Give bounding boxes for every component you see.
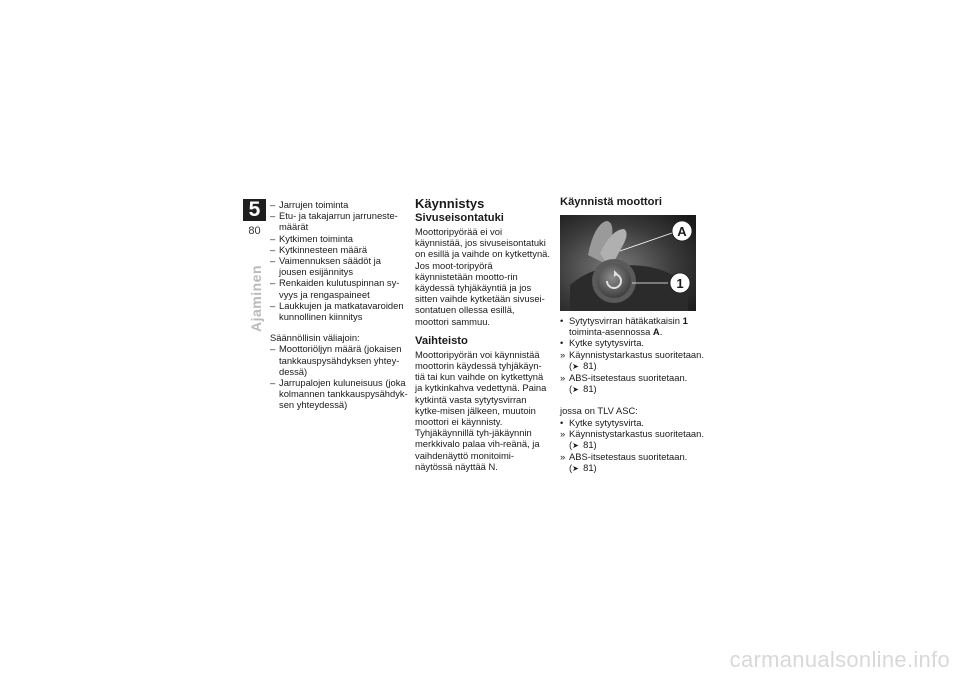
photo-callout-a: A (677, 224, 687, 239)
start-results (560, 349, 705, 396)
page-reference[interactable] (569, 462, 597, 473)
list-item: – Renkaiden kulutuspinnan sy-vyys ja rengaspaineet (270, 277, 410, 299)
list-item: • Kytke sytytysvirta. (560, 337, 705, 348)
ref-bracket: ( (569, 383, 573, 395)
arrow-right-icon: ➤ (572, 361, 579, 371)
list-item: – Jarrupalojen kuluneisuus (joka kolmannen tankkauspysähdyk-sen yhteydessä) (270, 377, 410, 411)
ref-bracket: ( (569, 359, 573, 371)
column-starting (415, 196, 550, 472)
list-item (560, 428, 705, 451)
tlv-intro: jossa on TLV ASC: (560, 405, 638, 417)
subsection-heading-gearbox: Vaihteisto (415, 334, 468, 347)
subsection-heading-start-engine: Käynnistä moottori (560, 196, 662, 208)
photo-callout-1: 1 (676, 276, 684, 291)
periodic-intro: Säännöllisin väliajoin: (270, 332, 360, 344)
result-text: ABS-itsetestaus suoritetaan. (569, 372, 688, 384)
list-item: • Kytke sytytysvirta. (560, 417, 705, 428)
tlv-steps (560, 417, 705, 428)
column-checklist (270, 199, 410, 411)
ref-page: 81) (583, 439, 597, 451)
list-item: – Moottoriöljyn määrä (jokaisen tankkauspysähdyksen yhtey-dessä) (270, 343, 410, 377)
list-item: – Jarrujen toiminta (270, 199, 410, 210)
arrow-right-icon: ➤ (572, 441, 579, 451)
page-reference[interactable] (569, 360, 597, 371)
gearbox-text: Moottoripyörän voi käynnistää moottorin käydessä tyhjäkäyn-tiä tai kun vaihde on kytkettynä ja kytkinkahva vedettynä. Paina kytkintä vasta sytytysvirran kytke-misen jälkeen, muutoin moottori ei käynnisty. Tyhjäkäynnillä tyh-jäkäynnin merkkivalo palaa vih-reänä, ja vaihdenäyttö monitoimi-näytössä näyttää N. (415, 348, 547, 472)
list-item: – Etu- ja takajarrun jarruneste-määrät (270, 210, 410, 232)
ref-page: 81) (583, 359, 597, 371)
start-steps (560, 315, 705, 349)
section-title: Käynnistys (415, 196, 485, 211)
result-text: Käynnistystarkastus suoritetaan. (569, 427, 704, 439)
list-item: – Vaimennuksen säädöt ja jousen esijännitys (270, 255, 410, 277)
checklist-before-ride (270, 199, 410, 322)
list-item: – Kytkimen toiminta (270, 233, 410, 244)
checklist-periodic (270, 343, 410, 410)
step-text: . (659, 326, 663, 338)
ref-page: 81) (583, 383, 597, 395)
page-number: 80 (248, 225, 261, 237)
sidestand-text: Moottoripyörää ei voi käynnistää, jos sivuseisontatuki on esillä ja vaihde on kytkettynä. Jos moot-toripyörä käynnistetään mootto-rin käydessä tyhjäkäyntiä ja jos sitten vaihde kytketään sivusei-sontatuen ollessa esillä, moottori sammuu. (415, 226, 550, 327)
list-item (560, 372, 705, 395)
list-item: – Kytkinnesteen määrä (270, 244, 410, 255)
list-item (560, 315, 705, 337)
arrow-right-icon: ➤ (572, 464, 579, 474)
page-reference[interactable] (569, 439, 597, 450)
subsection-heading-sidestand: Sivuseisontatuki (415, 212, 504, 224)
step-ref-letter: A (652, 326, 660, 338)
step-text: toiminta-asennossa (569, 326, 651, 338)
list-item (560, 451, 705, 474)
result-text: ABS-itsetestaus suoritetaan. (569, 451, 688, 463)
watermark-text: carmanualsonline.info (729, 647, 950, 672)
chapter-side-label: Ajaminen (248, 264, 264, 332)
list-item: – Laukkujen ja matkatavaroiden kunnollinen kiinnitys (270, 300, 410, 322)
result-text: Käynnistystarkastus suoritetaan. (569, 348, 704, 360)
column-start-engine (560, 196, 705, 475)
ref-bracket: ( (569, 439, 573, 451)
page-reference[interactable] (569, 383, 597, 394)
ref-page: 81) (583, 462, 597, 474)
list-item (560, 349, 705, 372)
chapter-number: 5 (243, 199, 266, 221)
step-ref-number: 1 (682, 315, 688, 326)
tlv-results (560, 428, 705, 475)
arrow-right-icon: ➤ (572, 385, 579, 395)
ref-bracket: ( (569, 462, 573, 474)
step-text: Sytytysvirran hätäkatkaisin (569, 315, 680, 326)
handlebar-switch-photo (560, 215, 696, 311)
